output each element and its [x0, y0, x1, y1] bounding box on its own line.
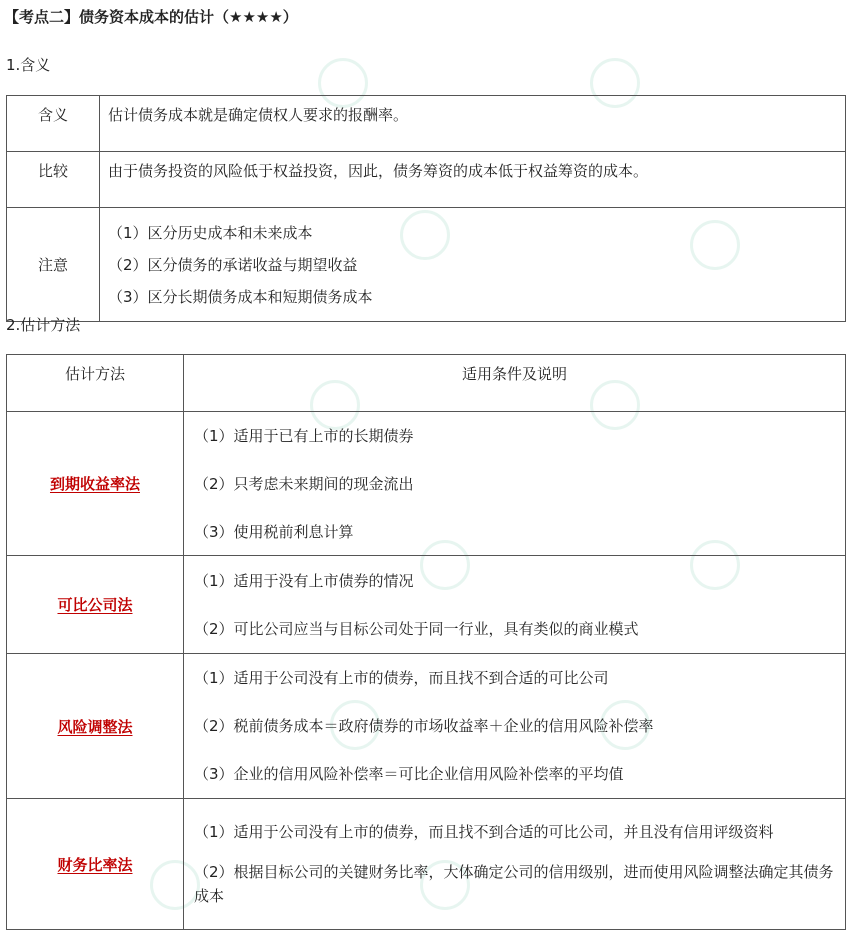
section-1-label: 1.含义	[6, 56, 51, 74]
method-name: 到期收益率法	[49, 475, 140, 493]
row-key: 比较	[7, 152, 100, 208]
row-key: 含义	[7, 96, 100, 152]
list-item: （1）适用于已有上市的长期债券	[194, 426, 414, 445]
method-name: 可比公司法	[57, 596, 133, 614]
table-row	[7, 152, 846, 208]
section-2-label: 2.估计方法	[6, 316, 81, 334]
table-row	[7, 654, 846, 799]
row-key: 注意	[7, 208, 100, 322]
list-item: （1）适用于没有上市债券的情况	[194, 571, 414, 590]
method-name: 财务比率法	[57, 855, 133, 874]
list-item: （2）税前债务成本＝政府债券的市场收益率＋企业的信用风险补偿率	[194, 717, 654, 735]
list-item: （2）只考虑未来期间的现金流出	[194, 474, 414, 493]
table-row	[7, 412, 846, 556]
list-item: （2）区分债务的承诺收益与期望收益	[108, 255, 358, 274]
table-row	[7, 208, 846, 322]
list-item: （1）适用于公司没有上市的债券，而且找不到合适的可比公司，并且没有信用评级资料	[194, 823, 774, 841]
table-row	[7, 556, 846, 654]
methods-table	[6, 354, 846, 930]
table-row	[7, 799, 846, 930]
list-item: （2）可比公司应当与目标公司处于同一行业，具有类似的商业模式	[194, 619, 639, 638]
list-item: （1）区分历史成本和未来成本	[108, 223, 313, 242]
list-item: （3）使用税前利息计算	[194, 522, 354, 541]
table-row	[7, 96, 846, 152]
list-item: （2）根据目标公司的关键财务比率，大体确定公司的信用级别，进而使用风险调整法确定其债务成本	[194, 863, 834, 905]
row-value	[100, 208, 846, 322]
list-item: （3）区分长期债务成本和短期债务成本	[108, 287, 373, 306]
row-value: 估计债务成本就是确定债权人要求的报酬率。	[100, 96, 846, 152]
header-method: 估计方法	[7, 355, 184, 412]
list-item: （1）适用于公司没有上市的债券，而且找不到合适的可比公司	[194, 669, 609, 687]
row-value: 由于债务投资的风险低于权益投资，因此，债务筹资的成本低于权益筹资的成本。	[100, 152, 846, 208]
meaning-table	[6, 95, 846, 322]
method-name: 风险调整法	[57, 717, 133, 736]
page-title: 【考点二】债务资本成本的估计（★★★★）	[4, 8, 298, 26]
table-header-row	[7, 355, 846, 412]
header-description: 适用条件及说明	[184, 355, 846, 412]
list-item: （3）企业的信用风险补偿率＝可比企业信用风险补偿率的平均值	[194, 765, 624, 783]
